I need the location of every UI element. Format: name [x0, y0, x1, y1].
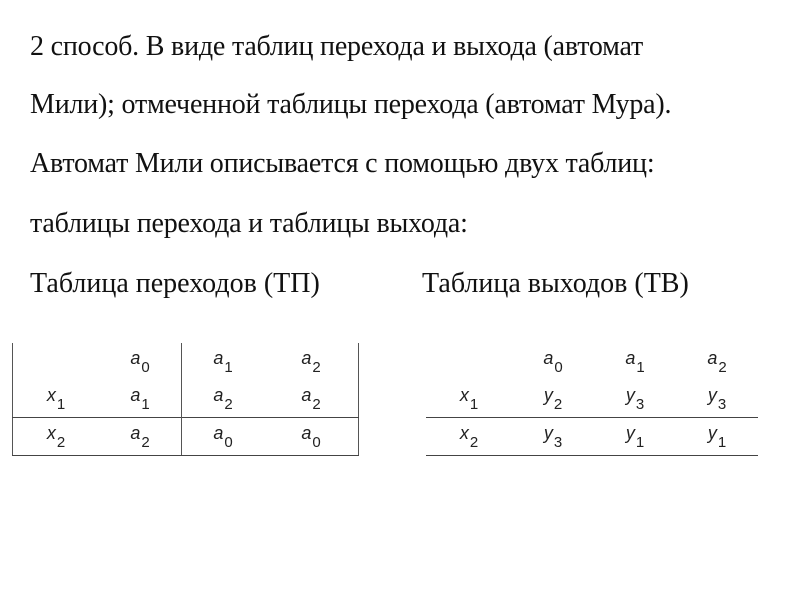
symbol: a: [301, 422, 312, 443]
subscript: 0: [224, 433, 233, 451]
subscript: 2: [469, 433, 479, 451]
subscript: 2: [312, 395, 321, 413]
state-cell: [264, 418, 359, 456]
paragraph-line-3: Автомат Мили описывается с помощью двух таблиц:: [30, 148, 655, 179]
symbol: a: [707, 347, 718, 368]
subscript: 1: [717, 433, 727, 451]
state-cell: [264, 380, 359, 418]
symbol: x: [459, 422, 469, 443]
table-row: [426, 418, 758, 456]
subscript: 1: [56, 395, 66, 413]
header-cell: [676, 343, 758, 380]
input-cell: [426, 380, 512, 418]
transition-table-caption: Таблица переходов (ТП): [30, 268, 320, 299]
symbol: a: [543, 347, 554, 368]
subscript: 1: [224, 358, 233, 376]
subscript: 0: [141, 358, 150, 376]
output-cell: [676, 380, 758, 418]
header-cell: [264, 343, 359, 380]
output-table: [426, 343, 758, 456]
subscript: 2: [141, 433, 150, 451]
input-cell: [13, 418, 100, 456]
symbol: x: [46, 384, 56, 405]
symbol: y: [625, 384, 635, 405]
input-cell: [426, 418, 512, 456]
header-cell: [594, 343, 676, 380]
symbol: y: [707, 422, 717, 443]
table-row: [426, 380, 758, 418]
subscript: 2: [553, 395, 563, 413]
state-cell: [182, 380, 265, 418]
state-cell: [182, 418, 265, 456]
output-cell: [594, 380, 676, 418]
paragraph-line-4: таблицы перехода и таблицы выхода:: [30, 208, 468, 239]
symbol: y: [707, 384, 717, 405]
transition-table-header-row: [13, 343, 359, 380]
symbol: x: [46, 422, 56, 443]
subscript: 1: [636, 358, 645, 376]
symbol: y: [543, 384, 553, 405]
symbol: a: [301, 347, 312, 368]
corner-cell: [13, 343, 100, 380]
subscript: 1: [635, 433, 645, 451]
subscript: 0: [554, 358, 563, 376]
output-table-header-row: [426, 343, 758, 380]
symbol: a: [130, 384, 141, 405]
subscript: 2: [312, 358, 321, 376]
symbol: a: [130, 422, 141, 443]
paragraph-line-1: 2 способ. В виде таблиц перехода и выхода (автомат: [30, 31, 644, 62]
subscript: 0: [312, 433, 321, 451]
state-cell: [99, 380, 182, 418]
subscript: 1: [141, 395, 150, 413]
symbol: y: [625, 422, 635, 443]
transition-table: [12, 343, 359, 456]
output-cell: [512, 418, 594, 456]
symbol: a: [625, 347, 636, 368]
symbol: a: [130, 347, 141, 368]
subscript: 1: [469, 395, 479, 413]
input-cell: [13, 380, 100, 418]
symbol: a: [213, 422, 224, 443]
subscript: 2: [718, 358, 727, 376]
subscript: 3: [635, 395, 645, 413]
symbol: a: [213, 347, 224, 368]
output-cell: [676, 418, 758, 456]
header-cell: [182, 343, 265, 380]
subscript: 3: [553, 433, 563, 451]
symbol: x: [459, 384, 469, 405]
subscript: 2: [224, 395, 233, 413]
header-cell: [99, 343, 182, 380]
symbol: a: [301, 384, 312, 405]
paragraph-line-2: Мили); отмеченной таблицы перехода (автомат Мура).: [30, 89, 672, 120]
subscript: 3: [717, 395, 727, 413]
corner-cell: [426, 343, 512, 380]
symbol: a: [213, 384, 224, 405]
state-cell: [99, 418, 182, 456]
table-row: [13, 418, 359, 456]
output-cell: [594, 418, 676, 456]
subscript: 2: [56, 433, 66, 451]
table-row: [13, 380, 359, 418]
output-cell: [512, 380, 594, 418]
header-cell: [512, 343, 594, 380]
symbol: y: [543, 422, 553, 443]
output-table-caption: Таблица выходов (ТВ): [422, 268, 689, 299]
